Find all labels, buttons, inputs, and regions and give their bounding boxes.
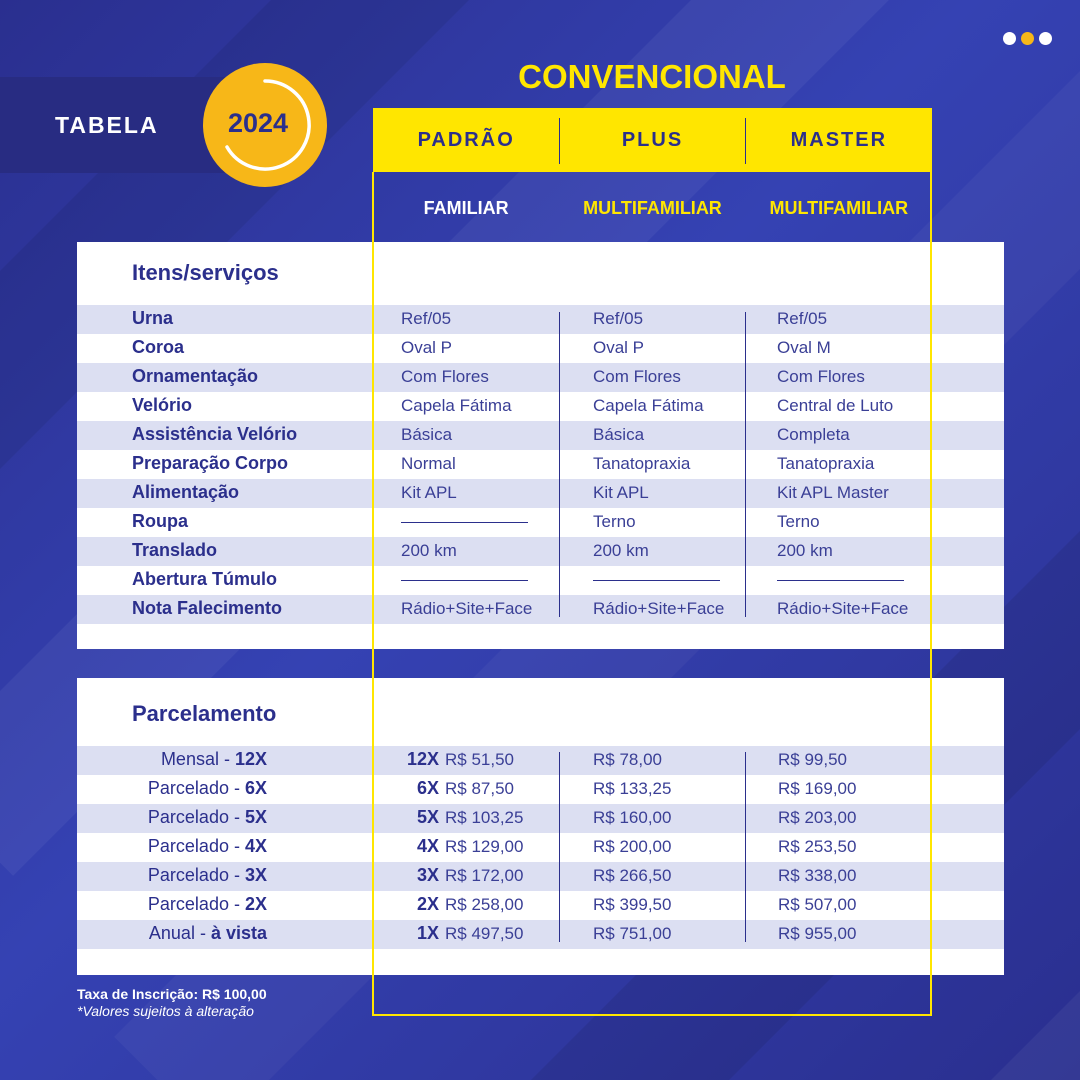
service-value: Rádio+Site+Face <box>777 599 909 618</box>
service-label: Coroa <box>132 337 185 357</box>
service-value: Terno <box>593 512 636 531</box>
service-value: Com Flores <box>777 367 865 386</box>
service-label: Preparação Corpo <box>132 453 289 473</box>
service-value: Kit APL <box>593 483 649 502</box>
plan-name-padrao: PADRÃO <box>417 128 515 151</box>
service-value: Terno <box>777 512 820 531</box>
service-value: Com Flores <box>401 367 489 386</box>
not-included-dash <box>401 580 528 581</box>
service-value: Ref/05 <box>593 309 644 328</box>
plan-types <box>373 198 932 219</box>
service-value: Oval M <box>777 338 831 357</box>
year-label: 2024 <box>227 108 289 138</box>
installment-price: R$ 169,00 <box>778 779 857 798</box>
tabela-label: TABELA <box>55 112 159 138</box>
installment-price: R$ 51,50 <box>445 750 514 769</box>
installment-label-text: Parcelado - <box>147 778 245 798</box>
service-value: Ref/05 <box>777 309 828 328</box>
installment-price: R$ 497,50 <box>445 924 524 943</box>
plan-divider <box>559 118 560 164</box>
service-value: 200 km <box>401 541 457 560</box>
service-label: Abertura Túmulo <box>132 569 278 589</box>
installment-label <box>148 894 267 915</box>
service-value: Tanatopraxia <box>777 454 875 473</box>
table-row <box>77 862 1004 891</box>
installment-label <box>148 865 267 886</box>
price-disclaimer: *Valores sujeitos à alteração <box>77 1003 254 1019</box>
table-row <box>77 566 1004 595</box>
installment-times: 2X <box>416 894 439 914</box>
page-title: CONVENCIONAL <box>518 58 786 95</box>
installment-label-text: Parcelado - <box>147 865 245 885</box>
service-value: Completa <box>777 425 850 444</box>
service-label: Nota Falecimento <box>132 598 283 618</box>
installment-times: 1X <box>416 923 439 943</box>
service-value: Kit APL <box>401 483 457 502</box>
registration-fee: Taxa de Inscrição: R$ 100,00 <box>77 986 267 1002</box>
installment-price: R$ 87,50 <box>445 779 514 798</box>
services-title: Itens/serviços <box>132 260 279 285</box>
table-row <box>77 334 1004 363</box>
service-value: Básica <box>401 425 453 444</box>
installment-label-text: Parcelado - <box>147 894 245 914</box>
table-row <box>77 595 1004 624</box>
installment-label-count: à vista <box>210 923 267 943</box>
service-label: Ornamentação <box>132 366 259 386</box>
table-row <box>77 508 1004 537</box>
table-row <box>77 746 1004 775</box>
dot-icon <box>1039 32 1052 45</box>
column-divider <box>745 312 746 617</box>
installment-price: R$ 955,00 <box>778 924 857 943</box>
service-label: Assistência Velório <box>132 424 298 444</box>
plan-name-master: MASTER <box>790 128 888 151</box>
table-row <box>77 833 1004 862</box>
column-divider <box>559 312 560 617</box>
footer <box>77 986 267 1020</box>
not-included-dash <box>401 522 528 523</box>
installment-times: 4X <box>416 836 439 856</box>
table-row <box>77 421 1004 450</box>
service-value: Central de Luto <box>777 396 894 415</box>
installment-price: R$ 99,50 <box>778 750 847 769</box>
service-label: Urna <box>132 308 174 328</box>
service-value: Tanatopraxia <box>593 454 691 473</box>
service-value: 200 km <box>593 541 649 560</box>
installment-price: R$ 133,25 <box>593 779 672 798</box>
service-value: Básica <box>593 425 645 444</box>
plan-header <box>373 108 932 172</box>
installment-price: R$ 266,50 <box>593 866 672 885</box>
installment-price: R$ 103,25 <box>445 808 524 827</box>
installment-label-text: Anual - <box>148 923 211 943</box>
service-value: 200 km <box>777 541 833 560</box>
installment-price: R$ 129,00 <box>445 837 524 856</box>
installment-times: 6X <box>416 778 439 798</box>
plan-type-plus: MULTIFAMILIAR <box>583 198 722 218</box>
column-divider <box>559 752 560 942</box>
installment-price: R$ 751,00 <box>593 924 672 943</box>
service-value: Com Flores <box>593 367 681 386</box>
installment-label <box>161 749 267 770</box>
service-label: Roupa <box>132 511 188 531</box>
more-icon <box>1003 32 1052 45</box>
installment-label-count: 12X <box>234 749 267 769</box>
table-row <box>77 804 1004 833</box>
service-value: Capela Fátima <box>401 396 512 415</box>
installment-label-text: Parcelado - <box>147 807 245 827</box>
table-row <box>77 363 1004 392</box>
installment-price: R$ 338,00 <box>778 866 857 885</box>
installment-label-text: Mensal - <box>160 749 235 769</box>
installment-price: R$ 253,50 <box>778 837 857 856</box>
installment-times: 5X <box>416 807 439 827</box>
installment-price: R$ 258,00 <box>445 895 524 914</box>
installment-times: 3X <box>416 865 439 885</box>
installments-panel <box>77 678 1004 975</box>
installment-label-count: 2X <box>244 894 267 914</box>
installment-price: R$ 78,00 <box>593 750 662 769</box>
plan-type-master: MULTIFAMILIAR <box>769 198 909 218</box>
table-row <box>77 450 1004 479</box>
dot-icon <box>1021 32 1034 45</box>
table-row <box>77 891 1004 920</box>
installment-label <box>149 923 267 944</box>
table-row <box>77 775 1004 804</box>
table-row <box>77 537 1004 566</box>
service-value: Kit APL Master <box>777 483 889 502</box>
not-included-dash <box>593 580 720 581</box>
installment-label-count: 5X <box>244 807 267 827</box>
installment-label <box>148 807 267 828</box>
service-value: Rádio+Site+Face <box>401 599 533 618</box>
installment-price: R$ 203,00 <box>778 808 857 827</box>
service-value: Capela Fátima <box>593 396 704 415</box>
service-label: Velório <box>132 395 193 415</box>
installment-label-count: 3X <box>244 865 267 885</box>
plan-name-plus: PLUS <box>621 128 684 151</box>
not-included-dash <box>777 580 904 581</box>
installment-price: R$ 399,50 <box>593 895 672 914</box>
installment-price: R$ 200,00 <box>593 837 672 856</box>
service-value: Ref/05 <box>401 309 452 328</box>
table-row <box>77 479 1004 508</box>
installment-price: R$ 172,00 <box>445 866 524 885</box>
plan-type-padrao: FAMILIAR <box>423 198 509 218</box>
installment-price: R$ 160,00 <box>593 808 672 827</box>
table-row <box>77 305 1004 334</box>
service-value: Normal <box>401 454 456 473</box>
service-value: Oval P <box>401 338 453 357</box>
dot-icon <box>1003 32 1016 45</box>
installment-label-text: Parcelado - <box>147 836 245 856</box>
installment-label <box>148 836 267 857</box>
installment-price: R$ 507,00 <box>778 895 857 914</box>
installment-label-count: 6X <box>244 778 267 798</box>
installment-times: 12X <box>406 749 439 769</box>
installment-label <box>148 778 267 799</box>
service-value: Oval P <box>593 338 645 357</box>
installment-label-count: 4X <box>244 836 267 856</box>
table-row <box>77 392 1004 421</box>
installments-title: Parcelamento <box>132 701 277 726</box>
service-label: Translado <box>132 540 218 560</box>
table-row <box>77 920 1004 949</box>
service-value: Rádio+Site+Face <box>593 599 725 618</box>
plan-divider <box>745 118 746 164</box>
service-label: Alimentação <box>132 482 240 502</box>
column-divider <box>745 752 746 942</box>
services-panel <box>77 242 1004 649</box>
